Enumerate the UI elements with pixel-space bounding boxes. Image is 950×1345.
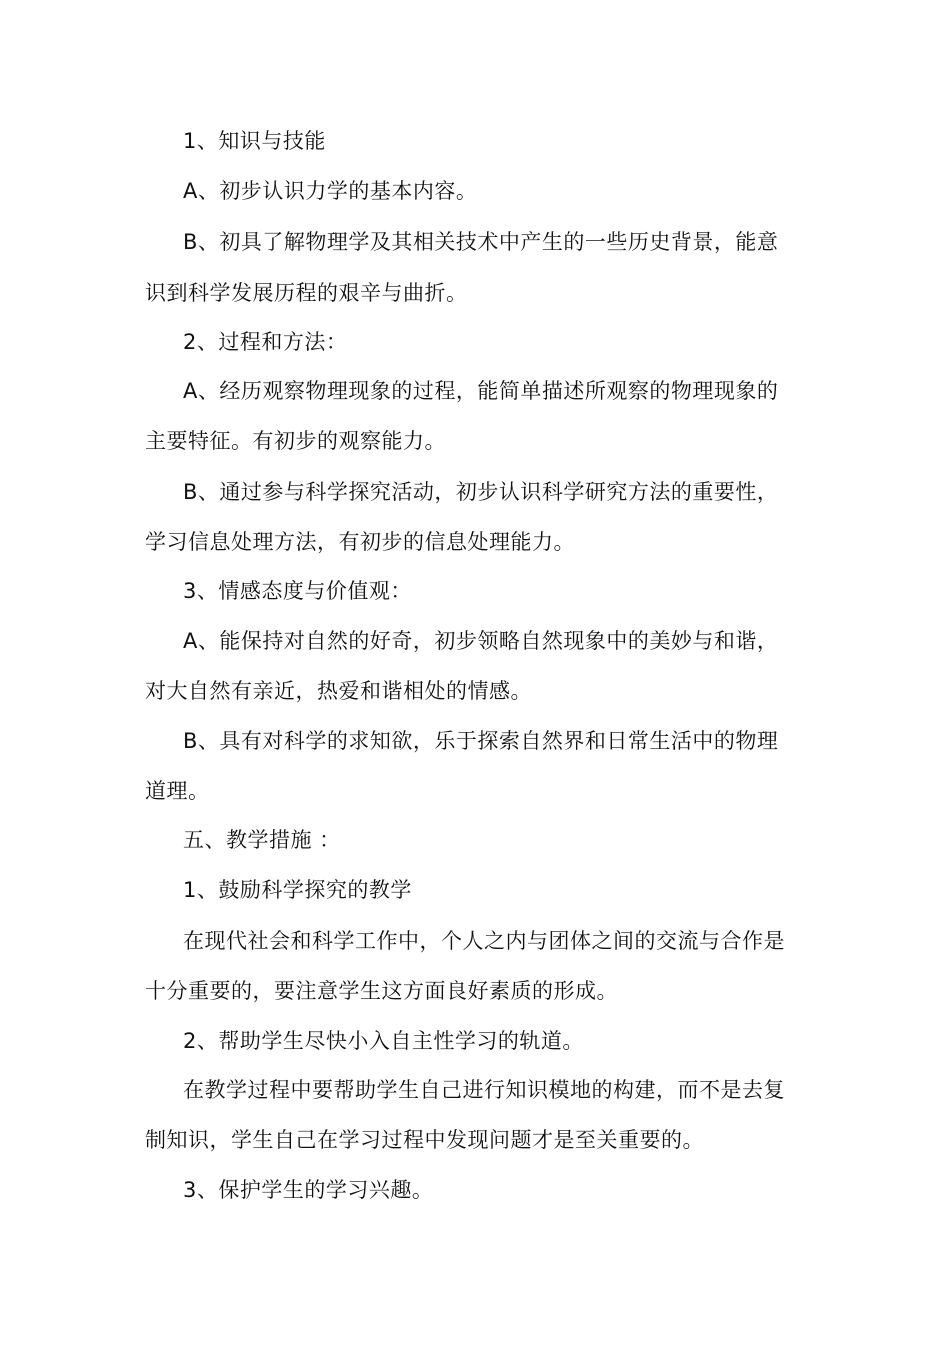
text-line-6: A、经历观察物理现象的过程，能简单描述所观察的物理现象的 xyxy=(183,379,779,403)
text-line-13: B、具有对科学的求知欲，乐于探索自然界和日常生活中的物理 xyxy=(183,729,779,753)
text-line-11: A、能保持对自然的好奇，初步领略自然现象中的美妙与和谐， xyxy=(183,629,779,653)
text-line-10: 3、情感态度与价值观： xyxy=(183,579,412,603)
text-line-21: 制知识，学生自己在学习过程中发现问题才是至关重要的。 xyxy=(145,1128,704,1152)
text-line-16: 1、鼓励科学探究的教学 xyxy=(183,878,412,902)
text-line-20: 在教学过程中要帮助学生自己进行知识模地的构建，而不是去复 xyxy=(183,1078,785,1102)
text-line-4: 识到科学发展历程的艰辛与曲折。 xyxy=(145,281,468,305)
text-line-3: B、初具了解物理学及其相关技术中产生的一些历史背景，能意 xyxy=(183,230,779,254)
text-line-7: 主要特征。有初步的观察能力。 xyxy=(145,429,446,453)
text-line-2: A、初步认识力学的基本内容。 xyxy=(183,179,478,203)
text-line-1: 1、知识与技能 xyxy=(183,129,326,153)
text-line-5: 2、过程和方法： xyxy=(183,330,348,354)
text-line-17: 在现代社会和科学工作中，个人之内与团体之间的交流与合作是 xyxy=(183,929,785,953)
text-line-14: 道理。 xyxy=(145,779,210,803)
text-line-18: 十分重要的，要注意学生这方面良好素质的形成。 xyxy=(145,979,618,1003)
text-line-8: B、通过参与科学探究活动，初步认识科学研究方法的重要性， xyxy=(183,480,779,504)
text-line-12: 对大自然有亲近，热爱和谐相处的情感。 xyxy=(145,679,532,703)
text-line-9: 学习信息处理方法，有初步的信息处理能力。 xyxy=(145,530,575,554)
text-line-19: 2、帮助学生尽快小入自主性学习的轨道。 xyxy=(183,1029,584,1053)
section-heading-teaching-measures: 五、教学措施 ： xyxy=(183,828,341,852)
text-line-22: 3、保护学生的学习兴趣。 xyxy=(183,1178,434,1202)
